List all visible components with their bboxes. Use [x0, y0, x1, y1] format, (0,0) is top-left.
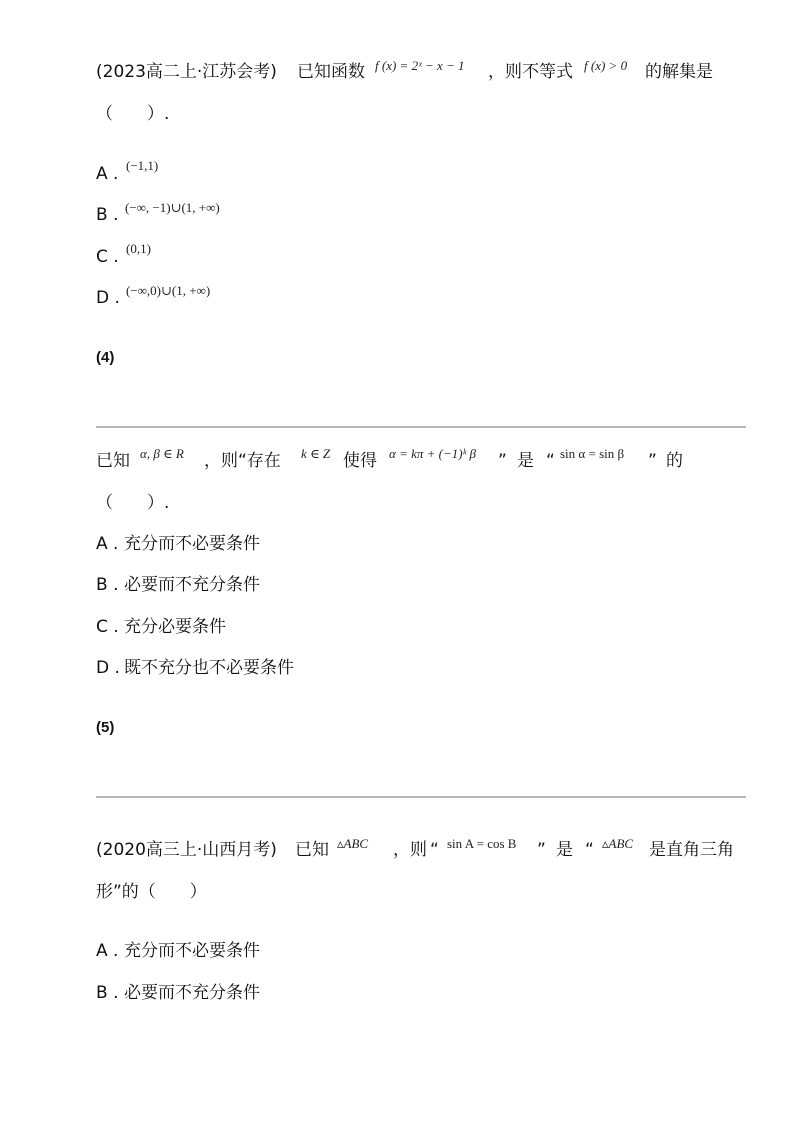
q5-option-b-value: 必要而不充分条件	[124, 983, 260, 1003]
q4-option-c-label: C .	[96, 617, 119, 637]
q3-text-3: 的解集是	[645, 62, 713, 82]
q4-option-a-label: A .	[96, 534, 119, 554]
q5-formula-triangle-1: ▵ABC	[337, 836, 369, 851]
q4-text-5: 的	[666, 451, 683, 471]
q4-text-1: 已知	[96, 451, 130, 471]
q5-number: (5)	[96, 719, 115, 736]
q4-option-d-label: D .	[96, 658, 120, 678]
q4-text-2: ，则“存在	[204, 451, 281, 471]
q4-option-a-value: 充分而不必要条件	[124, 534, 260, 554]
q5-text-3: 是	[556, 840, 573, 860]
q5-formula-triangle-2: ▵ABC	[602, 836, 634, 851]
q5-source: (2020高三上·山西月考)	[96, 840, 277, 860]
q5-option-a-value: 充分而不必要条件	[124, 941, 260, 961]
q4-text-4: 是	[517, 451, 534, 471]
q4-quote-close-2: ”	[648, 451, 657, 471]
q3-option-d-label: D .	[96, 288, 120, 308]
q4-formula-k: k ∈ Z	[301, 446, 331, 461]
q4-formula-alpha: α = kπ + (−1)ᵏ β	[389, 446, 476, 461]
q3-text-2: ，则不等式	[488, 62, 573, 82]
q5-text-1: 已知	[295, 840, 329, 860]
section-divider	[96, 426, 746, 428]
q3-option-b-value: (−∞, −1)∪(1, +∞)	[125, 200, 220, 215]
q3-paren: （ ）.	[96, 104, 170, 124]
section-divider	[96, 796, 746, 798]
q4-paren: （ ）.	[96, 493, 170, 513]
q4-formula-sin: sin α = sin β	[560, 446, 625, 461]
q3-option-c-label: C .	[96, 247, 119, 267]
q4-option-b-value: 必要而不充分条件	[124, 575, 260, 595]
q3-source: (2023高二上·江苏会考)	[96, 62, 277, 82]
q4-quote-close-1: ”	[498, 451, 507, 471]
q4-option-c-value: 充分必要条件	[124, 617, 226, 637]
q5-option-a-label: A .	[96, 941, 119, 961]
q3-text-1: 已知函数	[297, 62, 365, 82]
q5-option-b-label: B .	[96, 983, 119, 1003]
q4-option-d-value: 既不充分也不必要条件	[124, 658, 294, 678]
q4-quote-open-2: “	[546, 451, 555, 471]
q5-text-4: 是直角三角	[649, 840, 734, 860]
q3-option-a-label: A .	[96, 164, 119, 184]
q4-text-3: 使得	[343, 451, 377, 471]
q3-option-b-label: B .	[96, 205, 119, 225]
q3-option-c-value: (0,1)	[126, 241, 151, 256]
q4-number: (4)	[96, 349, 115, 366]
q5-formula-sin-cos: sin A = cos B	[447, 836, 517, 851]
q5-quote-open-2: “	[585, 840, 594, 860]
q5-quote-open-1: “	[430, 840, 439, 860]
q5-quote-close-1: ”	[537, 840, 546, 860]
q5-text-line-2: 形”的（ ）	[96, 882, 207, 902]
q4-option-b-label: B .	[96, 575, 119, 595]
q3-option-d-value: (−∞,0)∪(1, +∞)	[126, 283, 211, 298]
q4-formula-alpha-beta: α, β ∈ R	[140, 446, 184, 461]
q3-formula-ineq: f (x) > 0	[584, 58, 628, 73]
q3-formula-fx: f (x) = 2ˣ − x − 1	[375, 58, 465, 73]
q3-option-a-value: (−1,1)	[126, 158, 159, 173]
q5-text-2: ，则	[393, 840, 427, 860]
